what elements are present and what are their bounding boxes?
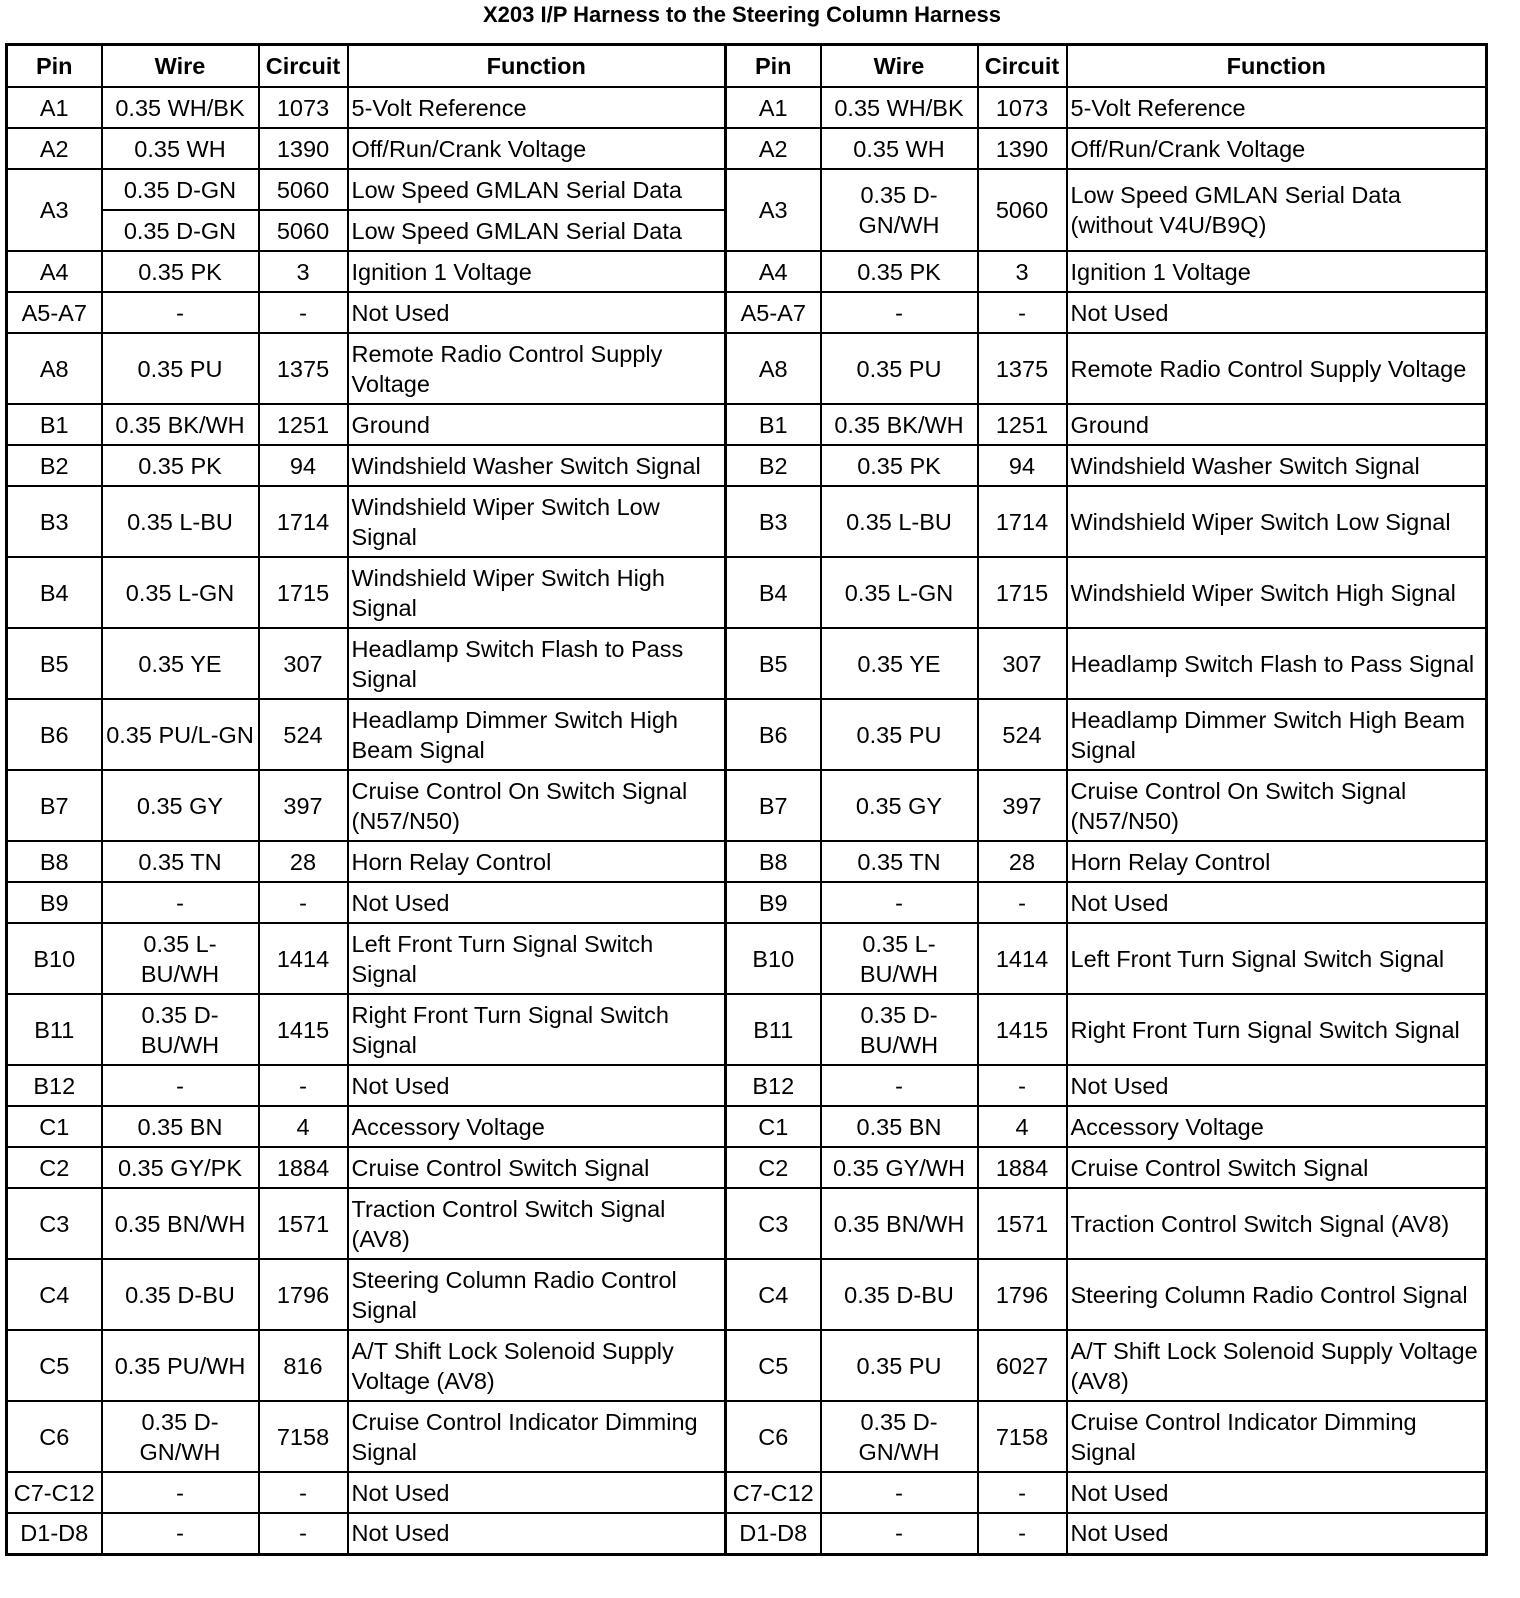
left-function-cell: Headlamp Switch Flash to Pass Signal [348, 628, 726, 699]
left-function-cell: A/T Shift Lock Solenoid Supply Voltage (AV8) [348, 1330, 726, 1401]
table-row [7, 1472, 1487, 1513]
right-wire-cell: 0.35 L-GN [821, 557, 978, 628]
right-function-cell: A/T Shift Lock Solenoid Supply Voltage (AV8) [1067, 1330, 1487, 1401]
right-circuit-cell: 4 [978, 1106, 1067, 1147]
right-circuit-cell: - [978, 1472, 1067, 1513]
left-circuit-cell: 1571 [259, 1188, 348, 1259]
left-pin-cell: B6 [7, 699, 102, 770]
right-pin-cell: B11 [726, 994, 821, 1065]
left-pin-cell: B4 [7, 557, 102, 628]
right-circuit-cell: 1884 [978, 1147, 1067, 1188]
right-wire-cell: 0.35 TN [821, 841, 978, 882]
right-pin-cell: B4 [726, 557, 821, 628]
left-wire-cell: 0.35 PU/WH [102, 1330, 259, 1401]
right-function-cell: Windshield Washer Switch Signal [1067, 445, 1487, 486]
left-pin-cell: B9 [7, 882, 102, 923]
left-circuit-cell: 5060 [259, 210, 348, 251]
right-pin-cell: C3 [726, 1188, 821, 1259]
left-wire-cell: 0.35 PK [102, 445, 259, 486]
table-row [7, 994, 1487, 1065]
left-function-cell: Windshield Washer Switch Signal [348, 445, 726, 486]
right-wire-cell: 0.35 D-GN/WH [821, 169, 978, 251]
right-circuit-cell: 1251 [978, 404, 1067, 445]
right-pin-cell: B5 [726, 628, 821, 699]
header-circuit: Circuit [978, 45, 1067, 88]
left-wire-cell: 0.35 L-BU [102, 486, 259, 557]
left-circuit-cell: - [259, 292, 348, 333]
left-wire-cell: 0.35 PU [102, 333, 259, 404]
right-pin-cell: A2 [726, 128, 821, 169]
left-wire-cell: 0.35 L-GN [102, 557, 259, 628]
left-function-cell: Right Front Turn Signal Switch Signal [348, 994, 726, 1065]
right-wire-cell: 0.35 BN [821, 1106, 978, 1147]
left-pin-cell: C1 [7, 1106, 102, 1147]
left-pin-cell: B5 [7, 628, 102, 699]
table-row [7, 923, 1487, 994]
left-wire-cell: 0.35 D-BU/WH [102, 994, 259, 1065]
left-wire-cell: 0.35 PK [102, 251, 259, 292]
right-wire-cell: 0.35 PU [821, 1330, 978, 1401]
right-function-cell: Accessory Voltage [1067, 1106, 1487, 1147]
right-function-cell: Cruise Control Indicator Dimming Signal [1067, 1401, 1487, 1472]
left-wire-cell: 0.35 TN [102, 841, 259, 882]
right-circuit-cell: 1414 [978, 923, 1067, 994]
table-row [7, 1188, 1487, 1259]
left-function-cell: Ignition 1 Voltage [348, 251, 726, 292]
left-pin-cell: A1 [7, 87, 102, 128]
left-wire-cell: 0.35 WH [102, 128, 259, 169]
table-row [7, 770, 1487, 841]
right-pin-cell: A4 [726, 251, 821, 292]
left-pin-cell: A5-A7 [7, 292, 102, 333]
right-wire-cell: 0.35 GY/WH [821, 1147, 978, 1188]
left-circuit-cell: 4 [259, 1106, 348, 1147]
left-function-cell: Low Speed GMLAN Serial Data [348, 210, 726, 251]
left-wire-cell: 0.35 D-GN [102, 210, 259, 251]
table-row [7, 445, 1487, 486]
left-function-cell: Left Front Turn Signal Switch Signal [348, 923, 726, 994]
header-circuit: Circuit [259, 45, 348, 88]
right-pin-cell: B9 [726, 882, 821, 923]
table-row [7, 169, 1487, 210]
left-function-cell: Ground [348, 404, 726, 445]
right-pin-cell: C2 [726, 1147, 821, 1188]
right-wire-cell: 0.35 PK [821, 251, 978, 292]
left-circuit-cell: 524 [259, 699, 348, 770]
right-circuit-cell: 524 [978, 699, 1067, 770]
right-circuit-cell: 1390 [978, 128, 1067, 169]
right-function-cell: Ignition 1 Voltage [1067, 251, 1487, 292]
left-pin-cell: A2 [7, 128, 102, 169]
right-wire-cell: 0.35 BK/WH [821, 404, 978, 445]
right-pin-cell: B2 [726, 445, 821, 486]
left-wire-cell: 0.35 BN [102, 1106, 259, 1147]
header-pin: Pin [7, 45, 102, 88]
left-pin-cell: B2 [7, 445, 102, 486]
right-pin-cell: C1 [726, 1106, 821, 1147]
left-wire-cell: 0.35 WH/BK [102, 87, 259, 128]
right-circuit-cell: 307 [978, 628, 1067, 699]
left-circuit-cell: - [259, 882, 348, 923]
left-pin-cell: A4 [7, 251, 102, 292]
header-wire: Wire [102, 45, 259, 88]
left-circuit-cell: 1796 [259, 1259, 348, 1330]
right-function-cell: Not Used [1067, 1513, 1487, 1554]
left-circuit-cell: 1251 [259, 404, 348, 445]
left-function-cell: Windshield Wiper Switch High Signal [348, 557, 726, 628]
left-pin-cell: C7-C12 [7, 1472, 102, 1513]
left-function-cell: Steering Column Radio Control Signal [348, 1259, 726, 1330]
left-wire-cell: - [102, 882, 259, 923]
right-circuit-cell: - [978, 292, 1067, 333]
left-circuit-cell: 1414 [259, 923, 348, 994]
table-row [7, 1330, 1487, 1401]
header-function: Function [348, 45, 726, 88]
right-function-cell: 5-Volt Reference [1067, 87, 1487, 128]
table-row [7, 87, 1487, 128]
left-function-cell: Low Speed GMLAN Serial Data [348, 169, 726, 210]
right-pin-cell: B8 [726, 841, 821, 882]
left-circuit-cell: 1390 [259, 128, 348, 169]
table-row [7, 557, 1487, 628]
right-function-cell: Not Used [1067, 1472, 1487, 1513]
right-function-cell: Not Used [1067, 882, 1487, 923]
left-pin-cell: A8 [7, 333, 102, 404]
table-row [7, 292, 1487, 333]
left-circuit-cell: 1714 [259, 486, 348, 557]
left-pin-cell: C5 [7, 1330, 102, 1401]
right-wire-cell: 0.35 YE [821, 628, 978, 699]
left-function-cell: Not Used [348, 1513, 726, 1554]
header-pin: Pin [726, 45, 821, 88]
right-pin-cell: C4 [726, 1259, 821, 1330]
table-row [7, 882, 1487, 923]
left-function-cell: Traction Control Switch Signal (AV8) [348, 1188, 726, 1259]
left-function-cell: Not Used [348, 292, 726, 333]
right-wire-cell: - [821, 1472, 978, 1513]
table-row [7, 1147, 1487, 1188]
right-wire-cell: - [821, 1513, 978, 1554]
right-function-cell: Left Front Turn Signal Switch Signal [1067, 923, 1487, 994]
page-title: X203 I/P Harness to the Steering Column Harness [483, 2, 1001, 27]
left-circuit-cell: 307 [259, 628, 348, 699]
table-row [7, 628, 1487, 699]
left-circuit-cell: 1073 [259, 87, 348, 128]
right-circuit-cell: - [978, 1513, 1067, 1554]
right-pin-cell: A3 [726, 169, 821, 251]
left-wire-cell: 0.35 D-BU [102, 1259, 259, 1330]
left-pin-cell: B12 [7, 1065, 102, 1106]
left-circuit-cell: 1415 [259, 994, 348, 1065]
right-wire-cell: 0.35 D-BU [821, 1259, 978, 1330]
left-function-cell: Cruise Control Indicator Dimming Signal [348, 1401, 726, 1472]
left-pin-cell: B8 [7, 841, 102, 882]
left-circuit-cell: 816 [259, 1330, 348, 1401]
right-function-cell: Not Used [1067, 292, 1487, 333]
left-pin-cell: B11 [7, 994, 102, 1065]
table-row [7, 1106, 1487, 1147]
right-circuit-cell: 1375 [978, 333, 1067, 404]
right-circuit-cell: 1073 [978, 87, 1067, 128]
right-pin-cell: A8 [726, 333, 821, 404]
right-pin-cell: D1-D8 [726, 1513, 821, 1554]
left-wire-cell: - [102, 292, 259, 333]
right-circuit-cell: 7158 [978, 1401, 1067, 1472]
table-row [7, 699, 1487, 770]
left-wire-cell: 0.35 GY [102, 770, 259, 841]
left-circuit-cell: 1884 [259, 1147, 348, 1188]
right-pin-cell: B1 [726, 404, 821, 445]
right-circuit-cell: 1714 [978, 486, 1067, 557]
right-wire-cell: 0.35 WH [821, 128, 978, 169]
left-function-cell: Windshield Wiper Switch Low Signal [348, 486, 726, 557]
left-wire-cell: 0.35 D-GN/WH [102, 1401, 259, 1472]
left-wire-cell: 0.35 BK/WH [102, 404, 259, 445]
table-row [7, 841, 1487, 882]
right-pin-cell: B10 [726, 923, 821, 994]
left-pin-cell: B3 [7, 486, 102, 557]
right-circuit-cell: 28 [978, 841, 1067, 882]
table-row [7, 404, 1487, 445]
left-circuit-cell: - [259, 1513, 348, 1554]
right-wire-cell: 0.35 PU [821, 699, 978, 770]
right-circuit-cell: 3 [978, 251, 1067, 292]
right-function-cell: Off/Run/Crank Voltage [1067, 128, 1487, 169]
left-pin-cell: B7 [7, 770, 102, 841]
left-function-cell: 5-Volt Reference [348, 87, 726, 128]
right-function-cell: Windshield Wiper Switch High Signal [1067, 557, 1487, 628]
left-function-cell: Off/Run/Crank Voltage [348, 128, 726, 169]
right-pin-cell: B6 [726, 699, 821, 770]
left-wire-cell: 0.35 BN/WH [102, 1188, 259, 1259]
right-circuit-cell: 1715 [978, 557, 1067, 628]
right-function-cell: Headlamp Switch Flash to Pass Signal [1067, 628, 1487, 699]
right-function-cell: Traction Control Switch Signal (AV8) [1067, 1188, 1487, 1259]
left-pin-cell: C2 [7, 1147, 102, 1188]
right-pin-cell: C7-C12 [726, 1472, 821, 1513]
header-function: Function [1067, 45, 1487, 88]
left-circuit-cell: - [259, 1065, 348, 1106]
right-function-cell: Windshield Wiper Switch Low Signal [1067, 486, 1487, 557]
right-function-cell: Steering Column Radio Control Signal [1067, 1259, 1487, 1330]
right-function-cell: Right Front Turn Signal Switch Signal [1067, 994, 1487, 1065]
right-function-cell: Horn Relay Control [1067, 841, 1487, 882]
left-function-cell: Headlamp Dimmer Switch High Beam Signal [348, 699, 726, 770]
right-wire-cell: 0.35 BN/WH [821, 1188, 978, 1259]
right-circuit-cell: 397 [978, 770, 1067, 841]
right-wire-cell: 0.35 L-BU/WH [821, 923, 978, 994]
left-wire-cell: - [102, 1513, 259, 1554]
left-circuit-cell: 1375 [259, 333, 348, 404]
left-pin-cell: B10 [7, 923, 102, 994]
right-wire-cell: 0.35 PU [821, 333, 978, 404]
left-pin-cell: B1 [7, 404, 102, 445]
right-function-cell: Low Speed GMLAN Serial Data (without V4U/B9Q) [1067, 169, 1487, 251]
header-wire: Wire [821, 45, 978, 88]
right-function-cell: Headlamp Dimmer Switch High Beam Signal [1067, 699, 1487, 770]
left-circuit-cell: - [259, 1472, 348, 1513]
right-circuit-cell: 6027 [978, 1330, 1067, 1401]
right-wire-cell: 0.35 D-BU/WH [821, 994, 978, 1065]
right-function-cell: Not Used [1067, 1065, 1487, 1106]
header-row [7, 45, 1487, 88]
left-pin-cell: C3 [7, 1188, 102, 1259]
table-row [7, 1065, 1487, 1106]
right-pin-cell: C5 [726, 1330, 821, 1401]
left-wire-cell: 0.35 YE [102, 628, 259, 699]
right-pin-cell: C6 [726, 1401, 821, 1472]
left-circuit-cell: 3 [259, 251, 348, 292]
right-wire-cell: 0.35 L-BU [821, 486, 978, 557]
right-wire-cell: - [821, 882, 978, 923]
left-circuit-cell: 28 [259, 841, 348, 882]
right-pin-cell: A5-A7 [726, 292, 821, 333]
right-function-cell: Ground [1067, 404, 1487, 445]
table-row [7, 128, 1487, 169]
left-pin-cell: D1-D8 [7, 1513, 102, 1554]
right-circuit-cell: 1415 [978, 994, 1067, 1065]
right-function-cell: Remote Radio Control Supply Voltage [1067, 333, 1487, 404]
table-row [7, 251, 1487, 292]
right-circuit-cell: 94 [978, 445, 1067, 486]
right-pin-cell: A1 [726, 87, 821, 128]
table-row [7, 486, 1487, 557]
left-wire-cell: - [102, 1472, 259, 1513]
left-wire-cell: 0.35 PU/L-GN [102, 699, 259, 770]
left-wire-cell: 0.35 D-GN [102, 169, 259, 210]
right-wire-cell: 0.35 GY [821, 770, 978, 841]
table-row [7, 1259, 1487, 1330]
connector-table [5, 43, 1488, 1556]
left-function-cell: Not Used [348, 1065, 726, 1106]
left-pin-cell: C6 [7, 1401, 102, 1472]
left-wire-cell: - [102, 1065, 259, 1106]
right-wire-cell: 0.35 D-GN/WH [821, 1401, 978, 1472]
right-pin-cell: B3 [726, 486, 821, 557]
left-function-cell: Cruise Control On Switch Signal (N57/N50) [348, 770, 726, 841]
left-wire-cell: 0.35 L-BU/WH [102, 923, 259, 994]
left-circuit-cell: 1715 [259, 557, 348, 628]
table-row [7, 1513, 1487, 1554]
right-wire-cell: - [821, 1065, 978, 1106]
left-function-cell: Cruise Control Switch Signal [348, 1147, 726, 1188]
right-circuit-cell: 1571 [978, 1188, 1067, 1259]
right-circuit-cell: - [978, 1065, 1067, 1106]
left-function-cell: Accessory Voltage [348, 1106, 726, 1147]
left-circuit-cell: 7158 [259, 1401, 348, 1472]
right-circuit-cell: 1796 [978, 1259, 1067, 1330]
left-pin-cell: A3 [7, 169, 102, 251]
right-function-cell: Cruise Control On Switch Signal (N57/N50) [1067, 770, 1487, 841]
left-function-cell: Not Used [348, 1472, 726, 1513]
left-wire-cell: 0.35 GY/PK [102, 1147, 259, 1188]
right-pin-cell: B7 [726, 770, 821, 841]
right-wire-cell: 0.35 WH/BK [821, 87, 978, 128]
right-wire-cell: 0.35 PK [821, 445, 978, 486]
right-circuit-cell: - [978, 882, 1067, 923]
right-function-cell: Cruise Control Switch Signal [1067, 1147, 1487, 1188]
table-row [7, 333, 1487, 404]
left-function-cell: Remote Radio Control Supply Voltage [348, 333, 726, 404]
right-wire-cell: - [821, 292, 978, 333]
right-circuit-cell: 5060 [978, 169, 1067, 251]
right-pin-cell: B12 [726, 1065, 821, 1106]
left-function-cell: Not Used [348, 882, 726, 923]
left-circuit-cell: 5060 [259, 169, 348, 210]
left-pin-cell: C4 [7, 1259, 102, 1330]
left-function-cell: Horn Relay Control [348, 841, 726, 882]
left-circuit-cell: 397 [259, 770, 348, 841]
table-row [7, 1401, 1487, 1472]
left-circuit-cell: 94 [259, 445, 348, 486]
